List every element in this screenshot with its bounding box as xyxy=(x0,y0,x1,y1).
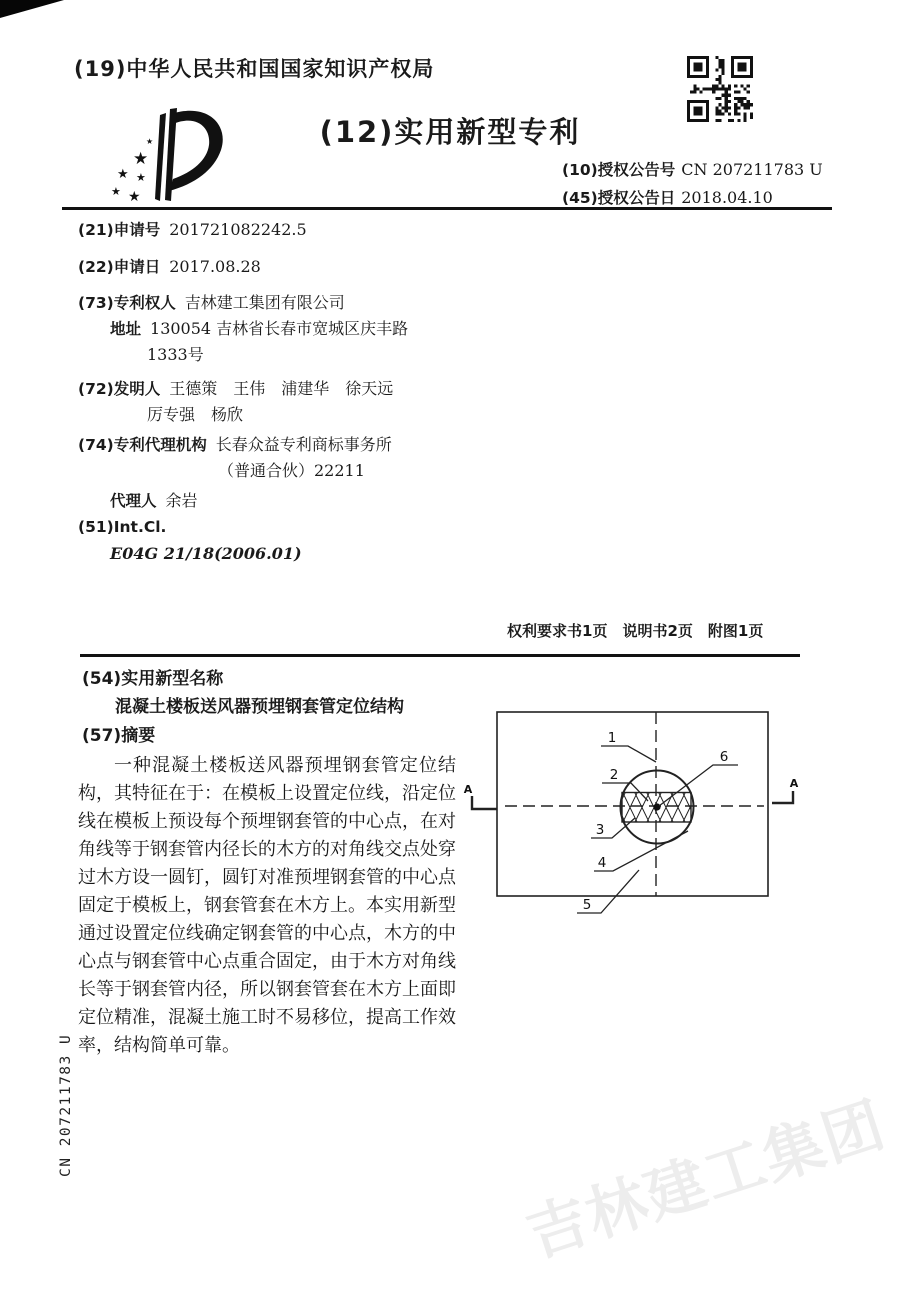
agent-value: 余岩 xyxy=(165,491,198,510)
figure-label-3: 3 xyxy=(595,822,605,838)
inventors-value-2: 厉专强 杨欣 xyxy=(147,405,244,424)
address-row-2 xyxy=(147,342,204,365)
intcl-row xyxy=(78,518,166,536)
intcl-value: E04G 21/18(2006.01) xyxy=(110,544,302,563)
pub-number-row xyxy=(562,158,823,180)
company-watermark: 吉林建工集团 xyxy=(518,1089,895,1272)
agency-row-2 xyxy=(218,458,365,481)
utility-name-label: (54)实用新型名称 xyxy=(82,669,224,689)
side-publication-number: CN 207211783 U xyxy=(58,1033,74,1177)
address-label: 地址 xyxy=(110,320,142,338)
svg-text:★: ★ xyxy=(136,171,146,184)
svg-text:★: ★ xyxy=(146,137,154,146)
figure-label-6: 6 xyxy=(719,749,729,765)
nail-center-dot xyxy=(653,803,660,810)
application-date-value: 2017.08.28 xyxy=(169,257,261,276)
leader-line-4 xyxy=(594,831,688,871)
application-date-row xyxy=(78,255,261,277)
svg-text:★: ★ xyxy=(111,185,121,198)
doc-kind-title: (12)实用新型专利 xyxy=(319,115,581,149)
section-mark-left-bracket xyxy=(472,796,497,809)
pub-number-label: (10)授权公告号 xyxy=(562,161,676,179)
figure-label-2: 2 xyxy=(609,767,619,783)
address-row xyxy=(110,316,408,339)
address-value: 130054 吉林省长春市宽城区庆丰路 xyxy=(150,319,409,338)
formwork-rect xyxy=(497,712,768,896)
leader-line-1 xyxy=(601,746,656,762)
application-date-label: (22)申请日 xyxy=(78,258,161,276)
qr-code-image xyxy=(687,56,753,126)
svg-text:★: ★ xyxy=(128,189,141,205)
leader-line-6 xyxy=(659,765,738,806)
agency-value-2: （普通合伙）22211 xyxy=(218,461,365,480)
section-mark-a-right: A xyxy=(789,777,799,790)
agency-row xyxy=(78,432,392,455)
application-number-value: 201721082242.5 xyxy=(169,220,307,239)
section-divider xyxy=(80,654,800,657)
intcl-label: (51)Int.Cl. xyxy=(78,518,167,536)
address-value-2: 1333号 xyxy=(147,345,204,364)
agent-label: 代理人 xyxy=(110,492,157,510)
header-divider xyxy=(62,207,832,210)
inventors-row xyxy=(78,376,393,399)
pages-summary: 权利要求书1页 说明书2页 附图1页 xyxy=(507,622,764,640)
figure-label-5: 5 xyxy=(582,897,592,913)
agent-row xyxy=(110,488,198,511)
abstract-label: (57)摘要 xyxy=(82,726,156,746)
scan-corner-artifact xyxy=(0,0,64,18)
svg-text:★: ★ xyxy=(133,149,149,169)
inventors-label: (72)发明人 xyxy=(78,380,161,398)
section-mark-right-bracket xyxy=(772,791,793,803)
pub-number-value: CN 207211783 U xyxy=(681,160,823,179)
svg-text:★: ★ xyxy=(117,167,129,182)
inventors-row-2 xyxy=(147,402,243,425)
inventors-value: 王德策 王伟 浦建华 徐天远 xyxy=(169,379,394,398)
abstract-text: 一种混凝土楼板送风器预埋钢套管定位结构，其特征在于：在模板上设置定位线，沿定位线在模板上预设每个预埋钢套管的中心点，在对角线等于钢套管内径长的木方的对角线交点处穿过木方设一圆钉，圆钉对准预埋钢套管的中心点固定于模板上，钢套管套在木方上。本实用新型通过设置定位线确定钢套管的中心点，木方的中心点与钢套管中心点重合固定，由于木方对角线长等于钢套管内径，所以钢套管套在木方上面即定位精准，混凝土施工时不易移位，提高工作效率，结构简单可靠。 xyxy=(78,755,456,1056)
patentee-value: 吉林建工集团有限公司 xyxy=(184,293,345,312)
office-name: (19)中华人民共和国国家知识产权局 xyxy=(74,57,435,81)
section-mark-a-left: A xyxy=(463,783,473,796)
agency-label: (74)专利代理机构 xyxy=(78,436,207,454)
pub-date-value: 2018.04.10 xyxy=(681,188,773,207)
application-number-label: (21)申请号 xyxy=(78,221,161,239)
agency-value: 长春众益专利商标事务所 xyxy=(215,435,392,454)
figure-label-1: 1 xyxy=(607,730,617,746)
application-number-row xyxy=(78,218,307,240)
patentee-row xyxy=(78,290,345,313)
pub-date-row xyxy=(562,186,773,208)
utility-name-title: 混凝土楼板送风器预埋钢套管定位结构 xyxy=(115,697,404,717)
patentee-label: (73)专利权人 xyxy=(78,294,176,312)
cnipa-logo-icon xyxy=(103,98,253,217)
figure-label-4: 4 xyxy=(597,855,607,871)
intcl-value-row xyxy=(110,544,302,563)
pub-date-label: (45)授权公告日 xyxy=(562,189,676,207)
figure-1-drawing xyxy=(455,690,900,939)
